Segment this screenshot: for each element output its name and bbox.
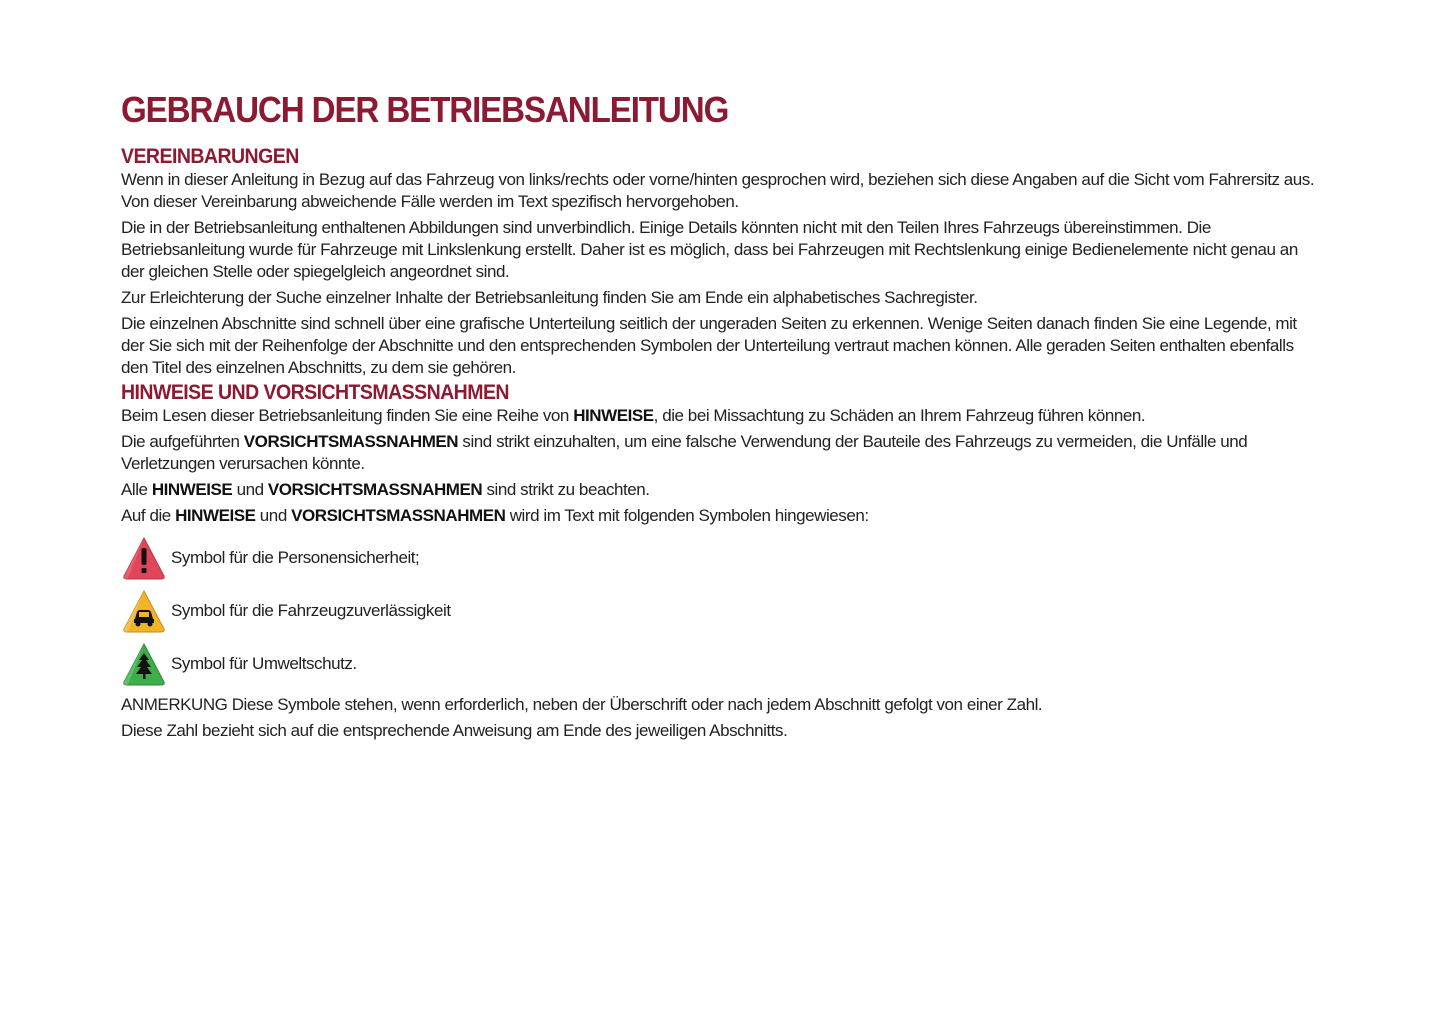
car-warning-icon — [121, 588, 167, 634]
document-page — [121, 88, 1321, 746]
symbol-row-vehicle-reliability — [121, 584, 1321, 637]
paragraph: Die aufgeführten VORSICHTSMASSNAHMEN sind strikt einzuhalten, um eine falsche Verwendung der Bauteile des Fahrzeugs zu vermeiden, die Unfälle und Verletzungen verursachen könnte. — [121, 432, 1248, 473]
symbol-label: Symbol für die Fahrzeugzuverlässigkeit — [171, 600, 451, 620]
bold-term: HINWEISE — [175, 506, 256, 525]
bold-term: HINWEISE — [573, 406, 654, 425]
symbol-row-personal-safety — [121, 531, 1321, 584]
paragraph: Die in der Betriebsanleitung enthaltenen Abbildungen sind unverbindlich. Einige Details könnten nicht mit den Teilen Ihres Fahrzeugs übereinstimmen. Die Betriebsanleitung wurde für Fahrzeuge mit Linkslenkung erstellt. Daher ist es möglich, dass bei Fahrzeugen mit Rechtslenkung einige Bedienelemente nicht genau an der gleichen Stelle oder spiegelgleich angeordnet sind. — [121, 218, 1298, 281]
bold-term: VORSICHTSMASSNAHMEN — [291, 506, 506, 525]
paragraph: Beim Lesen dieser Betriebsanleitung finden Sie eine Reihe von HINWEISE, die bei Missachtung zu Schäden an Ihrem Fahrzeug führen können. — [121, 406, 1146, 425]
symbol-label: Symbol für die Personensicherheit; — [171, 547, 420, 567]
section-heading-vereinbarungen: VEREINBARUNGEN — [121, 145, 299, 168]
bold-term: VORSICHTSMASSNAHMEN — [267, 480, 483, 499]
paragraph: Wenn in dieser Anleitung in Bezug auf das Fahrzeug von links/rechts oder vorne/hinten gesprochen wird, beziehen sich diese Angaben auf die Sicht vom Fahrersitz aus. Von dieser Vereinbarung abweichende Fälle werden im Text spezifisch hervorgehoben. — [121, 170, 1315, 211]
warning-exclamation-icon — [121, 535, 167, 581]
symbol-row-environment — [121, 637, 1321, 690]
paragraph: Die einzelnen Abschnitte sind schnell über eine grafische Unterteilung seitlich der ungeraden Seiten zu erkennen. Wenige Seiten danach finden Sie eine Legende, mit der Sie sich mit der Reihenfolge der Abschnitte und den entsprechenden Symbolen der Unterteilung vertraut machen können. Alle geraden Seiten enthalten ebenfalls den Titel des einzelnen Abschnitts, zu dem sie gehören. — [121, 314, 1297, 377]
symbol-legend — [121, 531, 1321, 690]
symbol-label: Symbol für Umweltschutz. — [171, 653, 357, 673]
bold-term: VORSICHTSMASSNAHMEN — [243, 432, 459, 451]
note-paragraph: ANMERKUNG Diese Symbole stehen, wenn erforderlich, neben der Überschrift oder nach jedem Abschnitt gefolgt von einer Zahl. — [121, 695, 1043, 714]
section-heading-hinweise: HINWEISE UND VORSICHTSMASSNAHMEN — [121, 381, 509, 404]
paragraph: Zur Erleichterung der Suche einzelner Inhalte der Betriebsanleitung finden Sie am Ende ein alphabetisches Sachregister. — [121, 288, 978, 307]
note-paragraph: Diese Zahl bezieht sich auf die entsprechende Anweisung am Ende des jeweiligen Abschnitts. — [121, 721, 788, 740]
bold-term: HINWEISE — [151, 480, 233, 499]
paragraph: Alle HINWEISE und VORSICHTSMASSNAHMEN sind strikt zu beachten. — [121, 480, 650, 499]
page-title: GEBRAUCH DER BETRIEBSANLEITUNG — [121, 89, 729, 130]
paragraph: Auf die HINWEISE und VORSICHTSMASSNAHMEN wird im Text mit folgenden Symbolen hingewiesen: — [121, 506, 869, 525]
tree-environment-icon — [121, 641, 167, 687]
